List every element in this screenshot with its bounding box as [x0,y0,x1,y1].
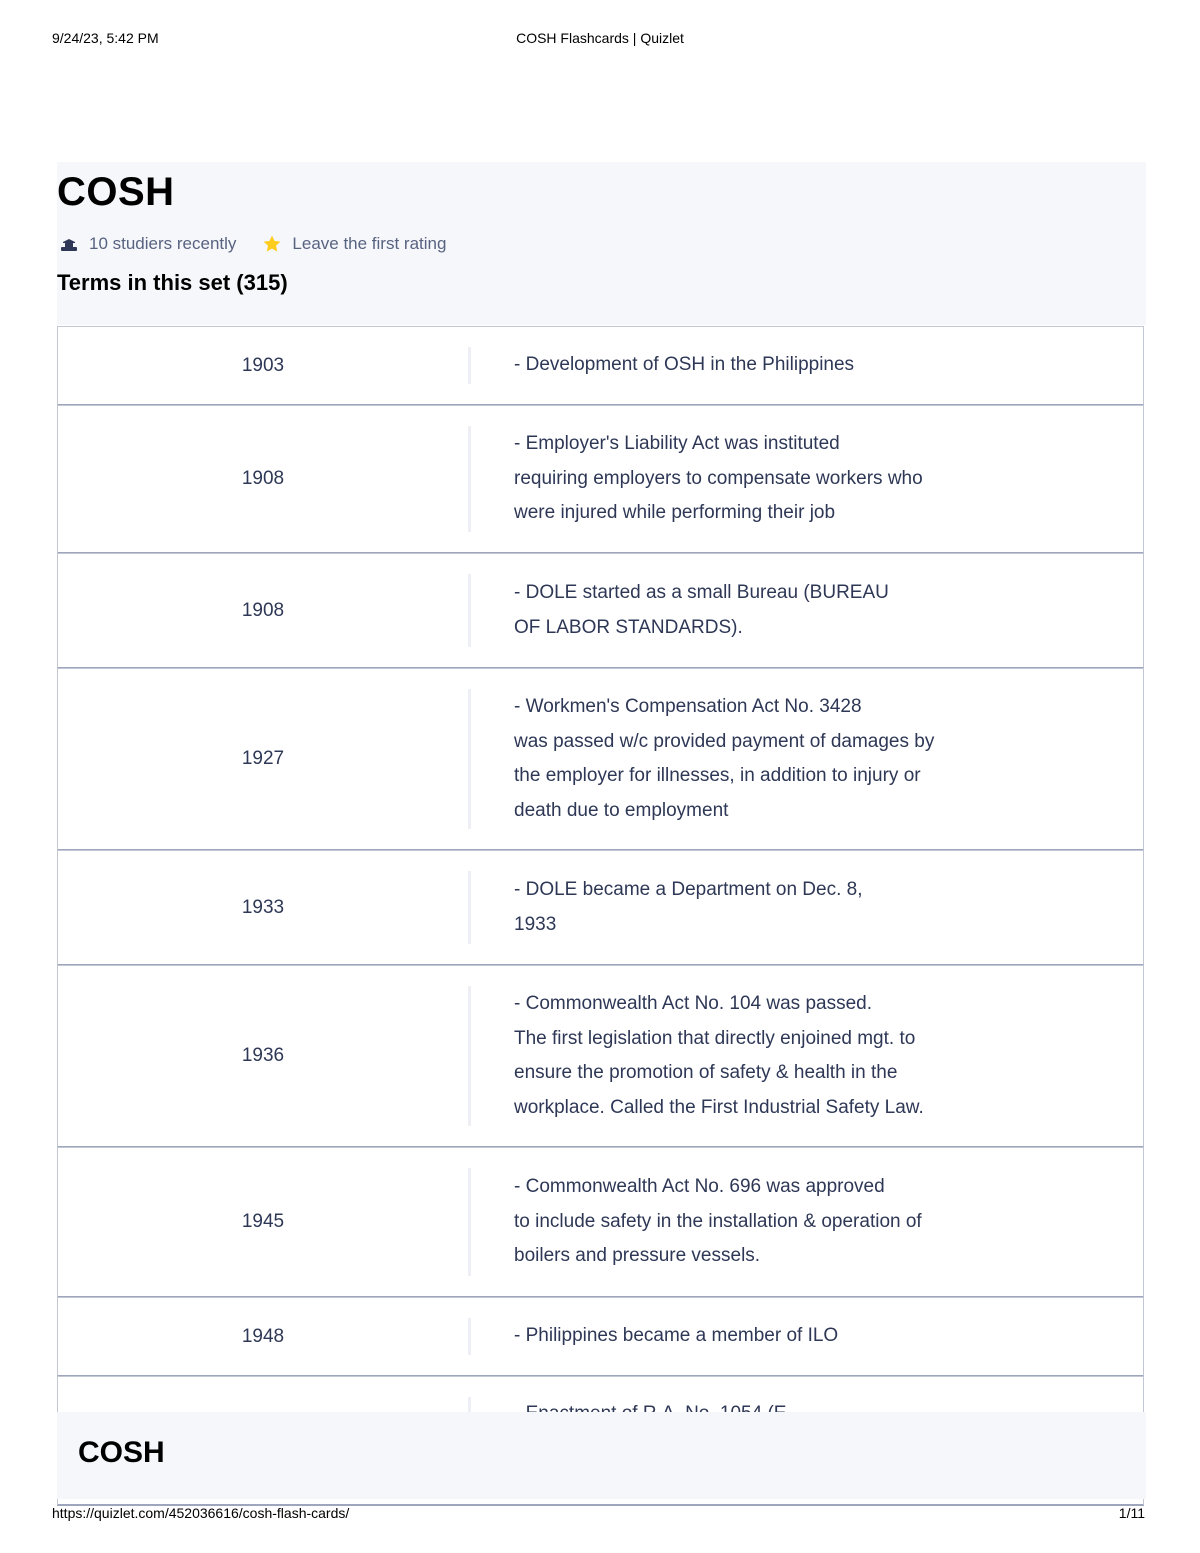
definition-line: - Development of OSH in the Philippines [514,354,855,376]
term-row[interactable] [57,668,1144,851]
definition-line: - DOLE started as a small Bureau (BUREAU [514,582,889,603]
definition-text [514,966,1034,1146]
definition-line: workplace. Called the First Industrial Safety Law. [514,1096,924,1118]
print-footer [0,1505,1200,1525]
term-row[interactable] [57,1147,1144,1298]
definition-line: The first legislation that directly enjoined mgt. to [514,1027,916,1049]
row-divider [468,574,471,647]
definition-text [514,554,1034,667]
definition-text [514,406,1034,552]
term-text: 1936 [241,1045,285,1066]
studiers-count: 10 studiers recently [89,234,237,253]
print-page-number: 1/11 [1118,1505,1145,1521]
term-text: 1933 [241,896,285,918]
definition-text [514,851,1034,964]
row-divider [468,1318,471,1355]
definition-line: death due to employment [514,799,729,821]
terms-heading: Terms in this set (315) [57,270,288,295]
definition-line: boilers and pressure vessels. [514,1245,761,1267]
term-text: 1945 [241,1211,285,1232]
definition-text [514,1148,1034,1296]
leave-rating-link[interactable]: Leave the first rating [292,234,447,253]
row-divider [468,426,471,532]
term-text: 1908 [241,468,285,489]
definition-line: ensure the promotion of safety & health in the [514,1062,898,1083]
definition-line: - Commonwealth Act No. 696 was approved [514,1176,885,1198]
definition-line: - Workmen's Compensation Act No. 3428 [514,696,862,717]
term-row[interactable] [57,553,1144,669]
definition-line: to include safety in the installation & operation of [514,1210,922,1232]
definition-line: - Commonwealth Act No. 104 was passed. [514,993,873,1014]
term-row[interactable] [57,405,1144,554]
definition-text [514,669,1034,849]
row-divider [468,347,471,384]
footer-set-title: COSH [78,1436,165,1469]
definition-line: - DOLE became a Department on Dec. 8, [514,879,863,900]
set-meta [59,232,446,256]
star-icon[interactable] [262,234,282,254]
term-row[interactable] [57,326,1144,406]
row-divider [468,871,471,944]
definition-line: - Philippines became a member of ILO [514,1325,839,1347]
row-divider [468,689,471,829]
definition-text [514,327,1034,404]
term-text: 1927 [241,748,285,769]
row-divider [468,986,471,1126]
definition-line: 1933 [514,913,557,935]
term-row[interactable] [57,850,1144,966]
term-text: 1903 [241,354,285,376]
set-footer-band [57,1412,1146,1499]
term-text: 1908 [241,599,285,621]
definition-line: requiring employers to compensate workers who [514,467,923,489]
row-divider [468,1168,471,1276]
terms-list [57,326,1146,1412]
definition-line: was passed w/c provided payment of damages by [514,730,935,752]
set-header [57,162,1146,325]
print-page-title: COSH Flashcards | Quizlet [516,30,684,46]
term-row[interactable] [57,1297,1144,1377]
print-date: 9/24/23, 5:42 PM [52,30,159,46]
definition-line: - Employer's Liability Act was instituted [514,433,840,455]
print-url: https://quizlet.com/452036616/cosh-flash-cards/ [52,1505,350,1521]
definition-line: OF LABOR STANDARDS). [514,616,743,638]
set-title: COSH [57,170,175,214]
studiers-icon [59,234,79,254]
definition-text [514,1298,1034,1375]
term-row[interactable] [57,965,1144,1148]
definition-line: the employer for illnesses, in addition to injury or [514,765,921,786]
term-text: 1948 [241,1325,285,1347]
print-header [0,30,1200,50]
definition-line: were injured while performing their job [514,502,836,524]
